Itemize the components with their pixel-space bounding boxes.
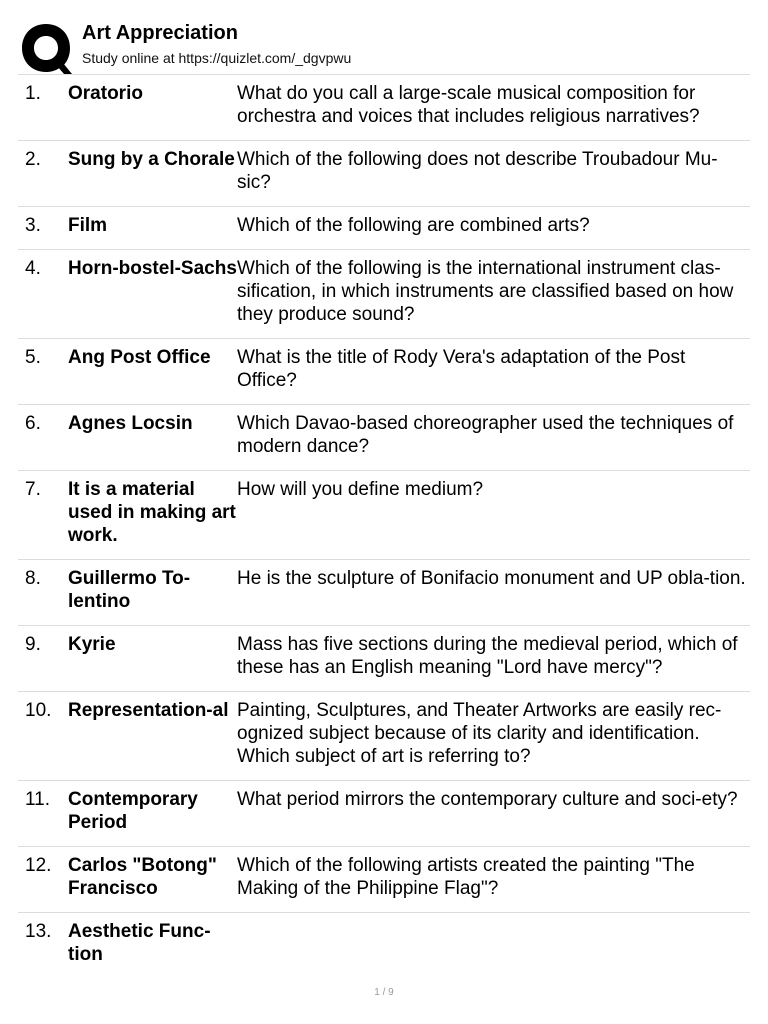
card-number: 3.	[25, 215, 41, 236]
card-definition: What is the title of Rody Vera's adaptation of the Post Office?	[237, 347, 686, 391]
card-row	[18, 249, 750, 338]
card-row	[18, 780, 750, 846]
page-title: Art Appreciation	[82, 22, 238, 44]
card-number: 7.	[25, 479, 41, 500]
card-definition: What period mirrors the contemporary culture and soci-ety?	[237, 789, 738, 810]
card-number: 12.	[25, 855, 52, 876]
card-term: Horn-bostel-Sachs	[68, 258, 237, 279]
card-definition: How will you define medium?	[237, 479, 484, 500]
card-number: 13.	[25, 921, 52, 942]
card-number: 4.	[25, 258, 41, 279]
card-term: It is a material used in making art work.	[68, 479, 236, 546]
card-number: 6.	[25, 413, 41, 434]
card-term: Kyrie	[68, 634, 116, 655]
card-row	[18, 206, 750, 249]
card-term: Oratorio	[68, 83, 143, 104]
card-definition: Which of the following is the international instrument clas-sification, in which instruments are classified based on how they produce sound?	[237, 258, 734, 325]
card-number: 2.	[25, 149, 41, 170]
card-number: 11.	[25, 789, 51, 810]
page-header	[0, 0, 768, 74]
card-definition: Which Davao-based choreographer used the techniques of modern dance?	[237, 413, 734, 457]
card-term: Carlos "Botong" Francisco	[68, 855, 217, 899]
page-indicator: 1 / 9	[374, 987, 394, 998]
card-term: Ang Post Office	[68, 347, 211, 368]
card-term: Representation-al	[68, 700, 229, 721]
card-term: Sung by a Chorale	[68, 149, 235, 170]
card-definition: Which of the following are combined arts?	[237, 215, 590, 236]
card-number: 9.	[25, 634, 41, 655]
quizlet-logo-icon	[20, 22, 72, 74]
card-row	[18, 470, 750, 559]
card-row	[18, 559, 750, 625]
card-definition: Mass has five sections during the medieval period, which of these has an English meaning "Lord have mercy"?	[237, 634, 738, 678]
card-definition: He is the sculpture of Bonifacio monument and UP obla-tion.	[237, 568, 746, 589]
card-row	[18, 140, 750, 206]
card-row	[18, 691, 750, 780]
card-definition: Which of the following artists created the painting "The Making of the Philippine Flag"?	[237, 855, 695, 899]
card-row	[18, 338, 750, 404]
card-term: Guillermo To-lentino	[68, 568, 191, 612]
card-row	[18, 74, 750, 140]
card-number: 10.	[25, 700, 52, 721]
card-row	[18, 912, 750, 972]
card-row	[18, 625, 750, 691]
card-term: Contemporary Period	[68, 789, 198, 833]
card-row	[18, 404, 750, 470]
card-number: 5.	[25, 347, 41, 368]
card-term: Film	[68, 215, 108, 236]
flashcard-table	[18, 74, 750, 972]
card-row	[18, 846, 750, 912]
card-definition: Painting, Sculptures, and Theater Artworks are easily rec-ognized subject because of its clarity and identification. Which subject of art is referring to?	[237, 700, 722, 767]
card-definition: Which of the following does not describe Troubadour Mu-sic?	[237, 149, 718, 193]
card-term: Agnes Locsin	[68, 413, 193, 434]
card-term: Aesthetic Func-tion	[68, 921, 211, 965]
study-link-text: Study online at https://quizlet.com/_dgvpwu	[82, 50, 352, 66]
card-definition	[237, 913, 750, 972]
card-number: 1.	[25, 83, 41, 104]
card-number: 8.	[25, 568, 41, 589]
card-definition: What do you call a large-scale musical composition for orchestra and voices that includes religious narratives?	[237, 83, 700, 127]
